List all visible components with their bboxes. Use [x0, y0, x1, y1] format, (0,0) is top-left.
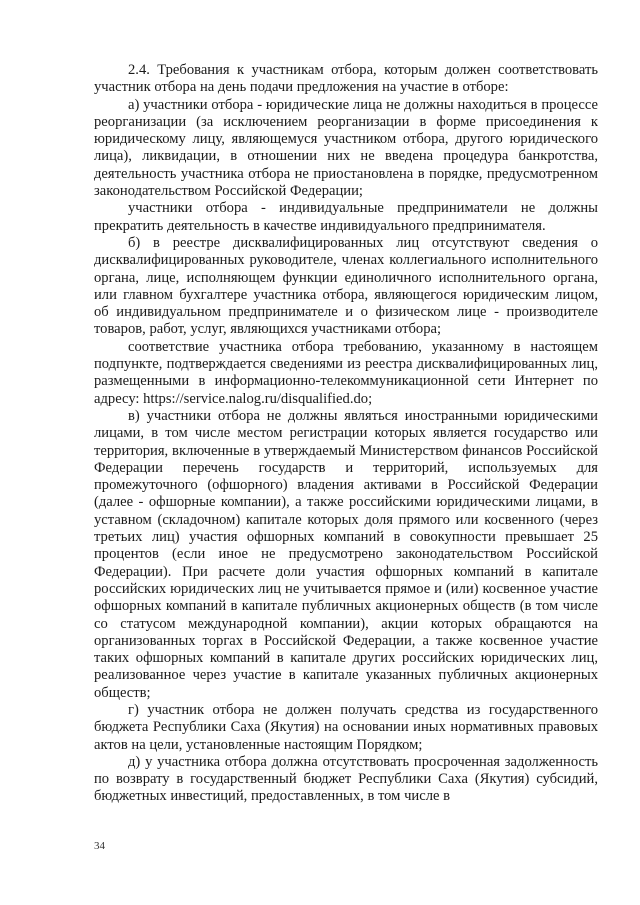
- page-number: 34: [94, 840, 105, 852]
- paragraph-item-g: г) участник отбора не должен получать средства из государственного бюджета Республики Саха (Якутия) на основании иных нормативных правовых актов на цели, установленные настоящим Порядком;: [94, 701, 598, 753]
- paragraph-2-4-intro: 2.4. Требования к участникам отбора, которым должен соответствовать участник отбора на день подачи предложения на участие в отборе:: [94, 62, 598, 96]
- paragraph-item-a-entrepreneurs: участники отбора - индивидуальные предприниматели не должны прекратить деятельность в качестве индивидуального предпринимателя.: [94, 200, 598, 234]
- paragraph-item-a: а) участники отбора - юридические лица не должны находиться в процессе реорганизации (за исключением реорганизации в форме присоединения к юридическому лицу, являющемуся участником отбора, другого юридического лица), ликвидации, в отношении них не введена процедура банкротства, деятельность участника отбора не приостановлена в порядке, предусмотренном законодательством Российской Федерации;: [94, 96, 598, 200]
- document-body: [94, 62, 598, 806]
- paragraph-item-b: б) в реестре дисквалифицированных лиц отсутствуют сведения о дисквалифицированных руководителе, членах коллегиального исполнительного органа, лице, исполняющем функции единоличного исполнительного органа, или главном бухгалтере участника отбора, являющегося юридическим лицом, об индивидуальном предпринимателе и о физическом лице - производителе товаров, работ, услуг, являющихся участниками отбора;: [94, 234, 598, 338]
- paragraph-item-b-compliance: соответствие участника отбора требованию, указанному в настоящем подпункте, подтверждается сведениями из реестра дисквалифицированных лиц, размещенными в информационно-телекоммуникационной сети Интернет по адресу: https://service.nalog.ru/disqualified.do;: [94, 338, 598, 407]
- paragraph-item-v: в) участники отбора не должны являться иностранными юридическими лицами, в том числе местом регистрации которых является государство или территория, включенные в утверждаемый Министерством финансов Российской Федерации перечень государств и территорий, используемых для промежуточного (офшорного) владения активами в Российской Федерации (далее - офшорные компании), а также российскими юридическими лицами, в уставном (складочном) капитале которых доля прямого или косвенного (через третьих лиц) участия офшорных компаний в совокупности превышает 25 процентов (если иное не предусмотрено законодательством Российской Федерации). При расчете доли участия офшорных компаний в капитале российских юридических лиц не учитывается прямое и (или) косвенное участие офшорных компаний в капитале публичных акционерных обществ (в том числе со статусом международной компании), акции которых обращаются на организованных торгах в Российской Федерации, а также косвенное участие таких офшорных компаний в капитале других российских юридических лиц, реализованное через участие в капитале указанных публичных акционерных обществ;: [94, 407, 598, 701]
- paragraph-item-d: д) у участника отбора должна отсутствовать просроченная задолженность по возврату в государственный бюджет Республики Саха (Якутия) субсидий, бюджетных инвестиций, предоставленных, в том числе в: [94, 753, 598, 805]
